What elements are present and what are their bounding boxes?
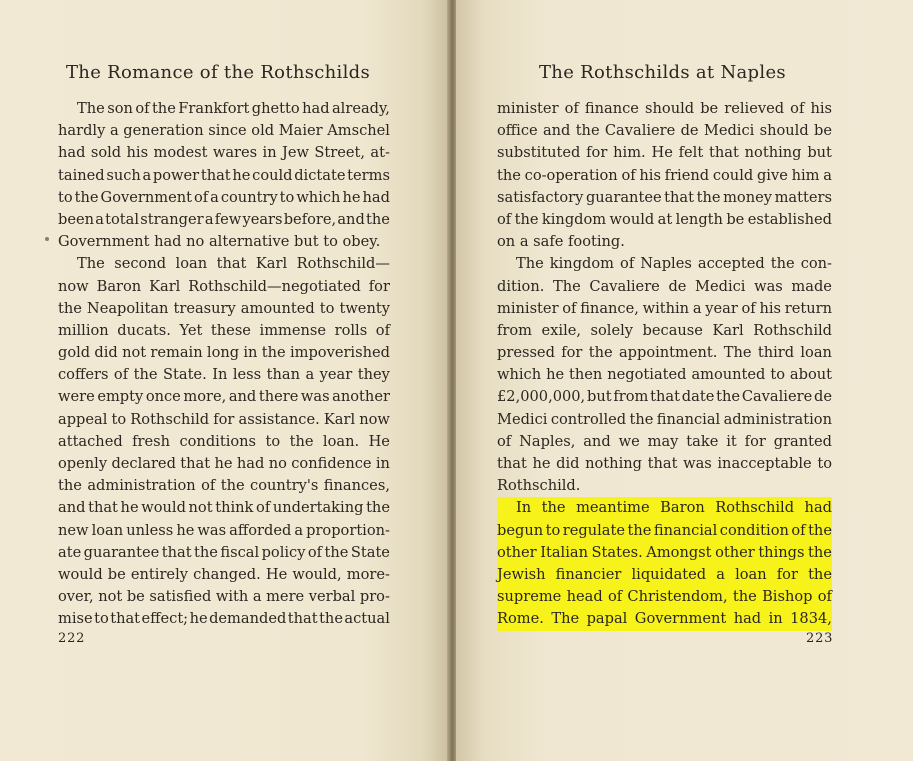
highlighted-text-line[interactable]: supreme head of Christendom, the Bishop of [497,586,832,608]
highlighted-text-line[interactable]: other Italian States. Amongst other things the [497,542,832,564]
right-page [456,0,913,761]
text-line: on a safe footing. [497,233,625,251]
text-line: The second loan that Karl Rothschild— [77,255,390,273]
text-line: £2,000,000, but from that date the Cavaliere de [497,388,832,406]
text-line: mise to that effect; he demanded that the actual [58,610,390,628]
text-line: of the kingdom would at length be established [497,210,832,228]
ink-speck [45,237,49,241]
left-page-number: 222 [58,631,86,646]
text-line: openly declared that he had no confidence in [58,455,390,472]
left-running-head: The Romance of the Rothschilds [66,62,371,83]
text-line: had sold his modest wares in Jew Street, at- [58,144,390,162]
text-line: Medici controlled the financial administration [497,410,832,428]
text-line: the Neapolitan treasury amounted to twenty [58,299,390,317]
text-line: gold did not remain long in the impoverished [58,344,390,362]
text-line: satisfactory guarantee that the money matters [497,188,832,206]
text-line: tained such a power that he could dictate terms [58,166,390,184]
text-line: the administration of the country's finances, [58,477,390,495]
text-line: ate guarantee that the fiscal policy of the State [58,543,390,561]
highlighted-text-line[interactable]: In the meantime Baron Rothschild had [497,497,832,519]
text-line: been a total stranger a few years before, and the [58,210,390,228]
text-line: now Baron Karl Rothschild—negotiated for [58,277,390,295]
text-line: from exile, solely because Karl Rothschild [497,321,832,339]
highlighted-text-line[interactable]: begun to regulate the financial condition of the [497,520,832,542]
text-line: attached fresh conditions to the loan. He [58,432,390,450]
text-line: substituted for him. He felt that nothing but [497,144,832,162]
text-line: The kingdom of Naples accepted the con- [516,255,832,273]
highlighted-text-line[interactable]: Rome. The papal Government had in 1834, [497,608,832,630]
text-line: dition. The Cavaliere de Medici was made [497,277,832,295]
text-line: Rothschild. [497,477,581,495]
text-line: pressed for the appointment. The third loan [497,344,832,362]
text-line: which he then negotiated amounted to about [497,366,832,384]
text-line: that he did nothing that was inacceptable to [497,455,832,472]
text-line: the co-operation of his friend could give him a [497,166,832,184]
text-line: to the Government of a country to which he had [58,188,390,206]
right-page-text [497,98,832,631]
text-line: office and the Cavaliere de Medici should be [497,122,832,140]
right-page-number: 223 [806,631,834,646]
left-page-text [58,98,390,631]
text-line: would be entirely changed. He would, more- [58,565,390,583]
right-running-head: The Rothschilds at Naples [539,62,786,83]
text-line: hardly a generation since old Maier Amschel [58,122,390,140]
text-line: The son of the Frankfort ghetto had already, [77,100,390,117]
text-line: over, not be satisfied with a mere verbal pro- [58,588,390,606]
text-line: were empty once more, and there was another [58,388,390,406]
text-line: and that he would not think of undertaking the [58,499,390,517]
highlighted-text-line[interactable]: Jewish financier liquidated a loan for the [497,564,832,586]
text-line: new loan unless he was afforded a proportion- [58,521,390,539]
text-line: coffers of the State. In less than a year they [58,366,390,384]
text-line: appeal to Rothschild for assistance. Karl now [58,410,390,428]
text-line: million ducats. Yet these immense rolls of [58,321,390,339]
text-line: minister of finance, within a year of his return [497,299,832,317]
text-line: minister of finance should be relieved of his [497,100,832,117]
text-line: of Naples, and we may take it for granted [497,432,832,450]
text-line: Government had no alternative but to obey. [58,233,381,251]
left-page [0,0,450,761]
